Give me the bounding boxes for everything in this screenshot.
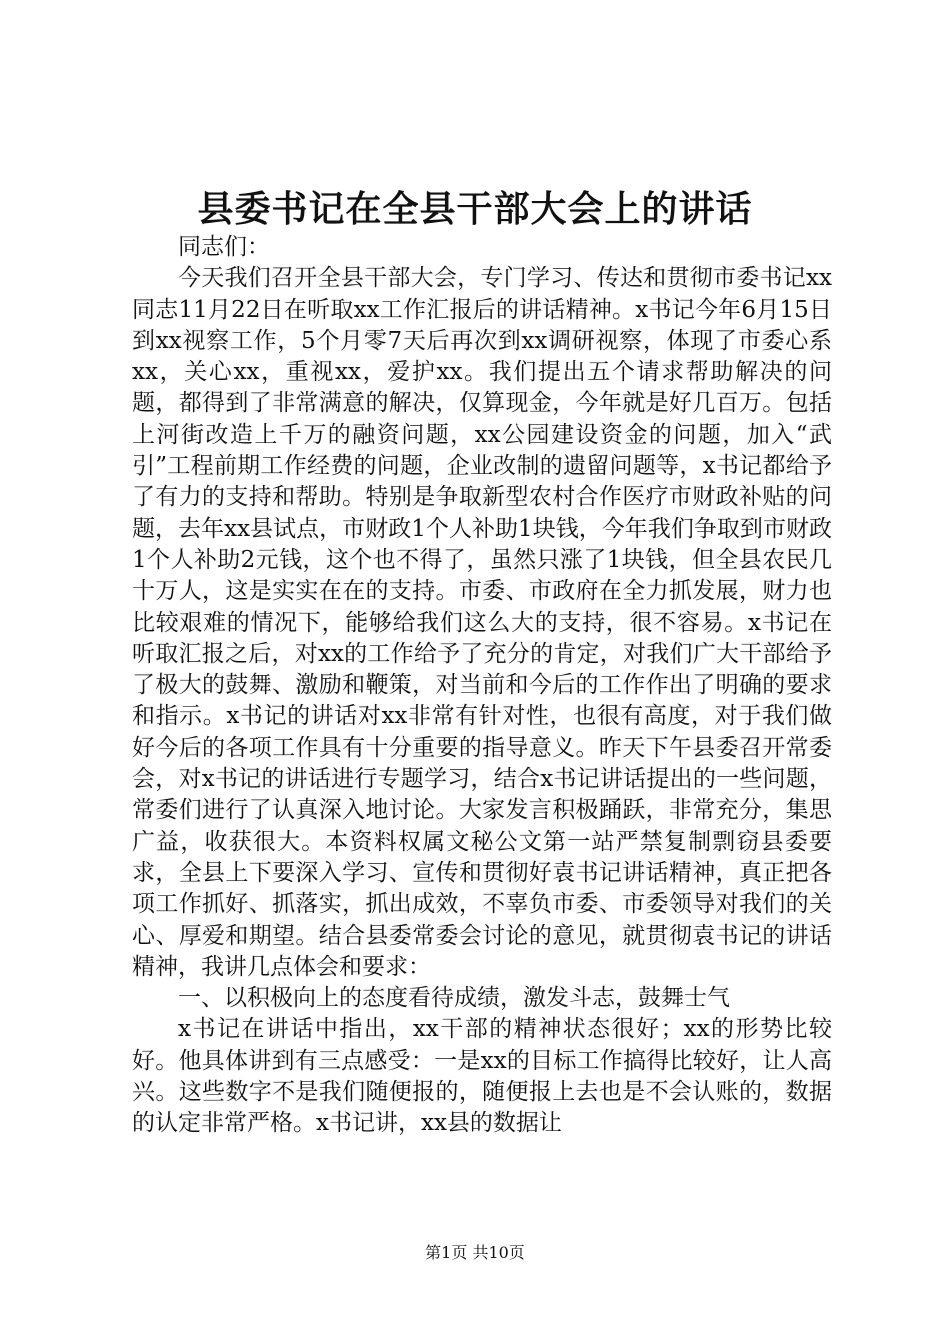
paragraph-intro: 今天我们召开全县干部大会，专门学习、传达和贯彻市委书记xx同志11月22日在听取xx工作汇报后的讲话精神。x书记今年6月15日到xx视察工作，5个月零7天后再次到xx调研视察，体现了市委心系xx，关心xx，重视xx，爱护xx。我们提出五个请求帮助解决的问题，都得到了非常满意的解决，仅算现金，今年就是好几百万。包括上河街改造上千万的融资问题，xx公园建设资金的问题，加入“武引”工程前期工作经费的问题，企业改制的遗留问题等，x书记都给予了有力的支持和帮助。特别是争取新型农村合作医疗市财政补贴的问题，去年xx县试点，市财政1个人补助1块钱，今年我们争取到市财政1个人补助2元钱，这个也不得了，虽然只涨了1块钱，但全县农民几十万人，这是实实在在的支持。市委、市政府在全力抓发展，财力也比较艰难的情况下，能够给我们这么大的支持，很不容易。x书记在听取汇报之后，对xx的工作给予了充分的肯定，对我们广大干部给予了极大的鼓舞、激励和鞭策，对当前和今后的工作作出了明确的要求和指示。x书记的讲话对xx非常有针对性，也很有高度，对于我们做好今后的各项工作具有十分重要的指导意义。昨天下午县委召开常委会，对x书记的讲话进行专题学习，结合x书记讲话提出的一些问题，常委们进行了认真深入地讨论。大家发言积极踊跃，非常充分，集思广益，收获很大。本资料权属文秘公文第一站严禁复制剽窃县委要求，全县上下要深入学习、宣传和贯彻好袁书记讲话精神，真正把各项工作抓好、抓落实，抓出成效，不辜负市委、市委领导对我们的关心、厚爱和期望。结合县委常委会讨论的意见，就贯彻袁书记的讲话精神，我讲几点体会和要求： [132,265,832,980]
section-heading-1: 一、以积极向上的态度看待成绩，激发斗志，鼓舞士气 [178,985,730,1012]
paragraph-section-1: x书记在讲话中指出，xx干部的精神状态很好；xx的形势比较好。他具体讲到有三点感受：一是xx的目标工作搞得比较好，让人高兴。这些数字不是我们随便报的，随便报上去也是不会认账的，数据的认定非常严格。x书记讲，xx县的数据让 [132,1016,832,1137]
document-title: 县委书记在全县干部大会上的讲话 [197,188,753,230]
page-footer: 第1页 共10页 [425,1243,525,1262]
salutation: 同志们： [178,234,270,260]
document-body [132,232,832,1140]
